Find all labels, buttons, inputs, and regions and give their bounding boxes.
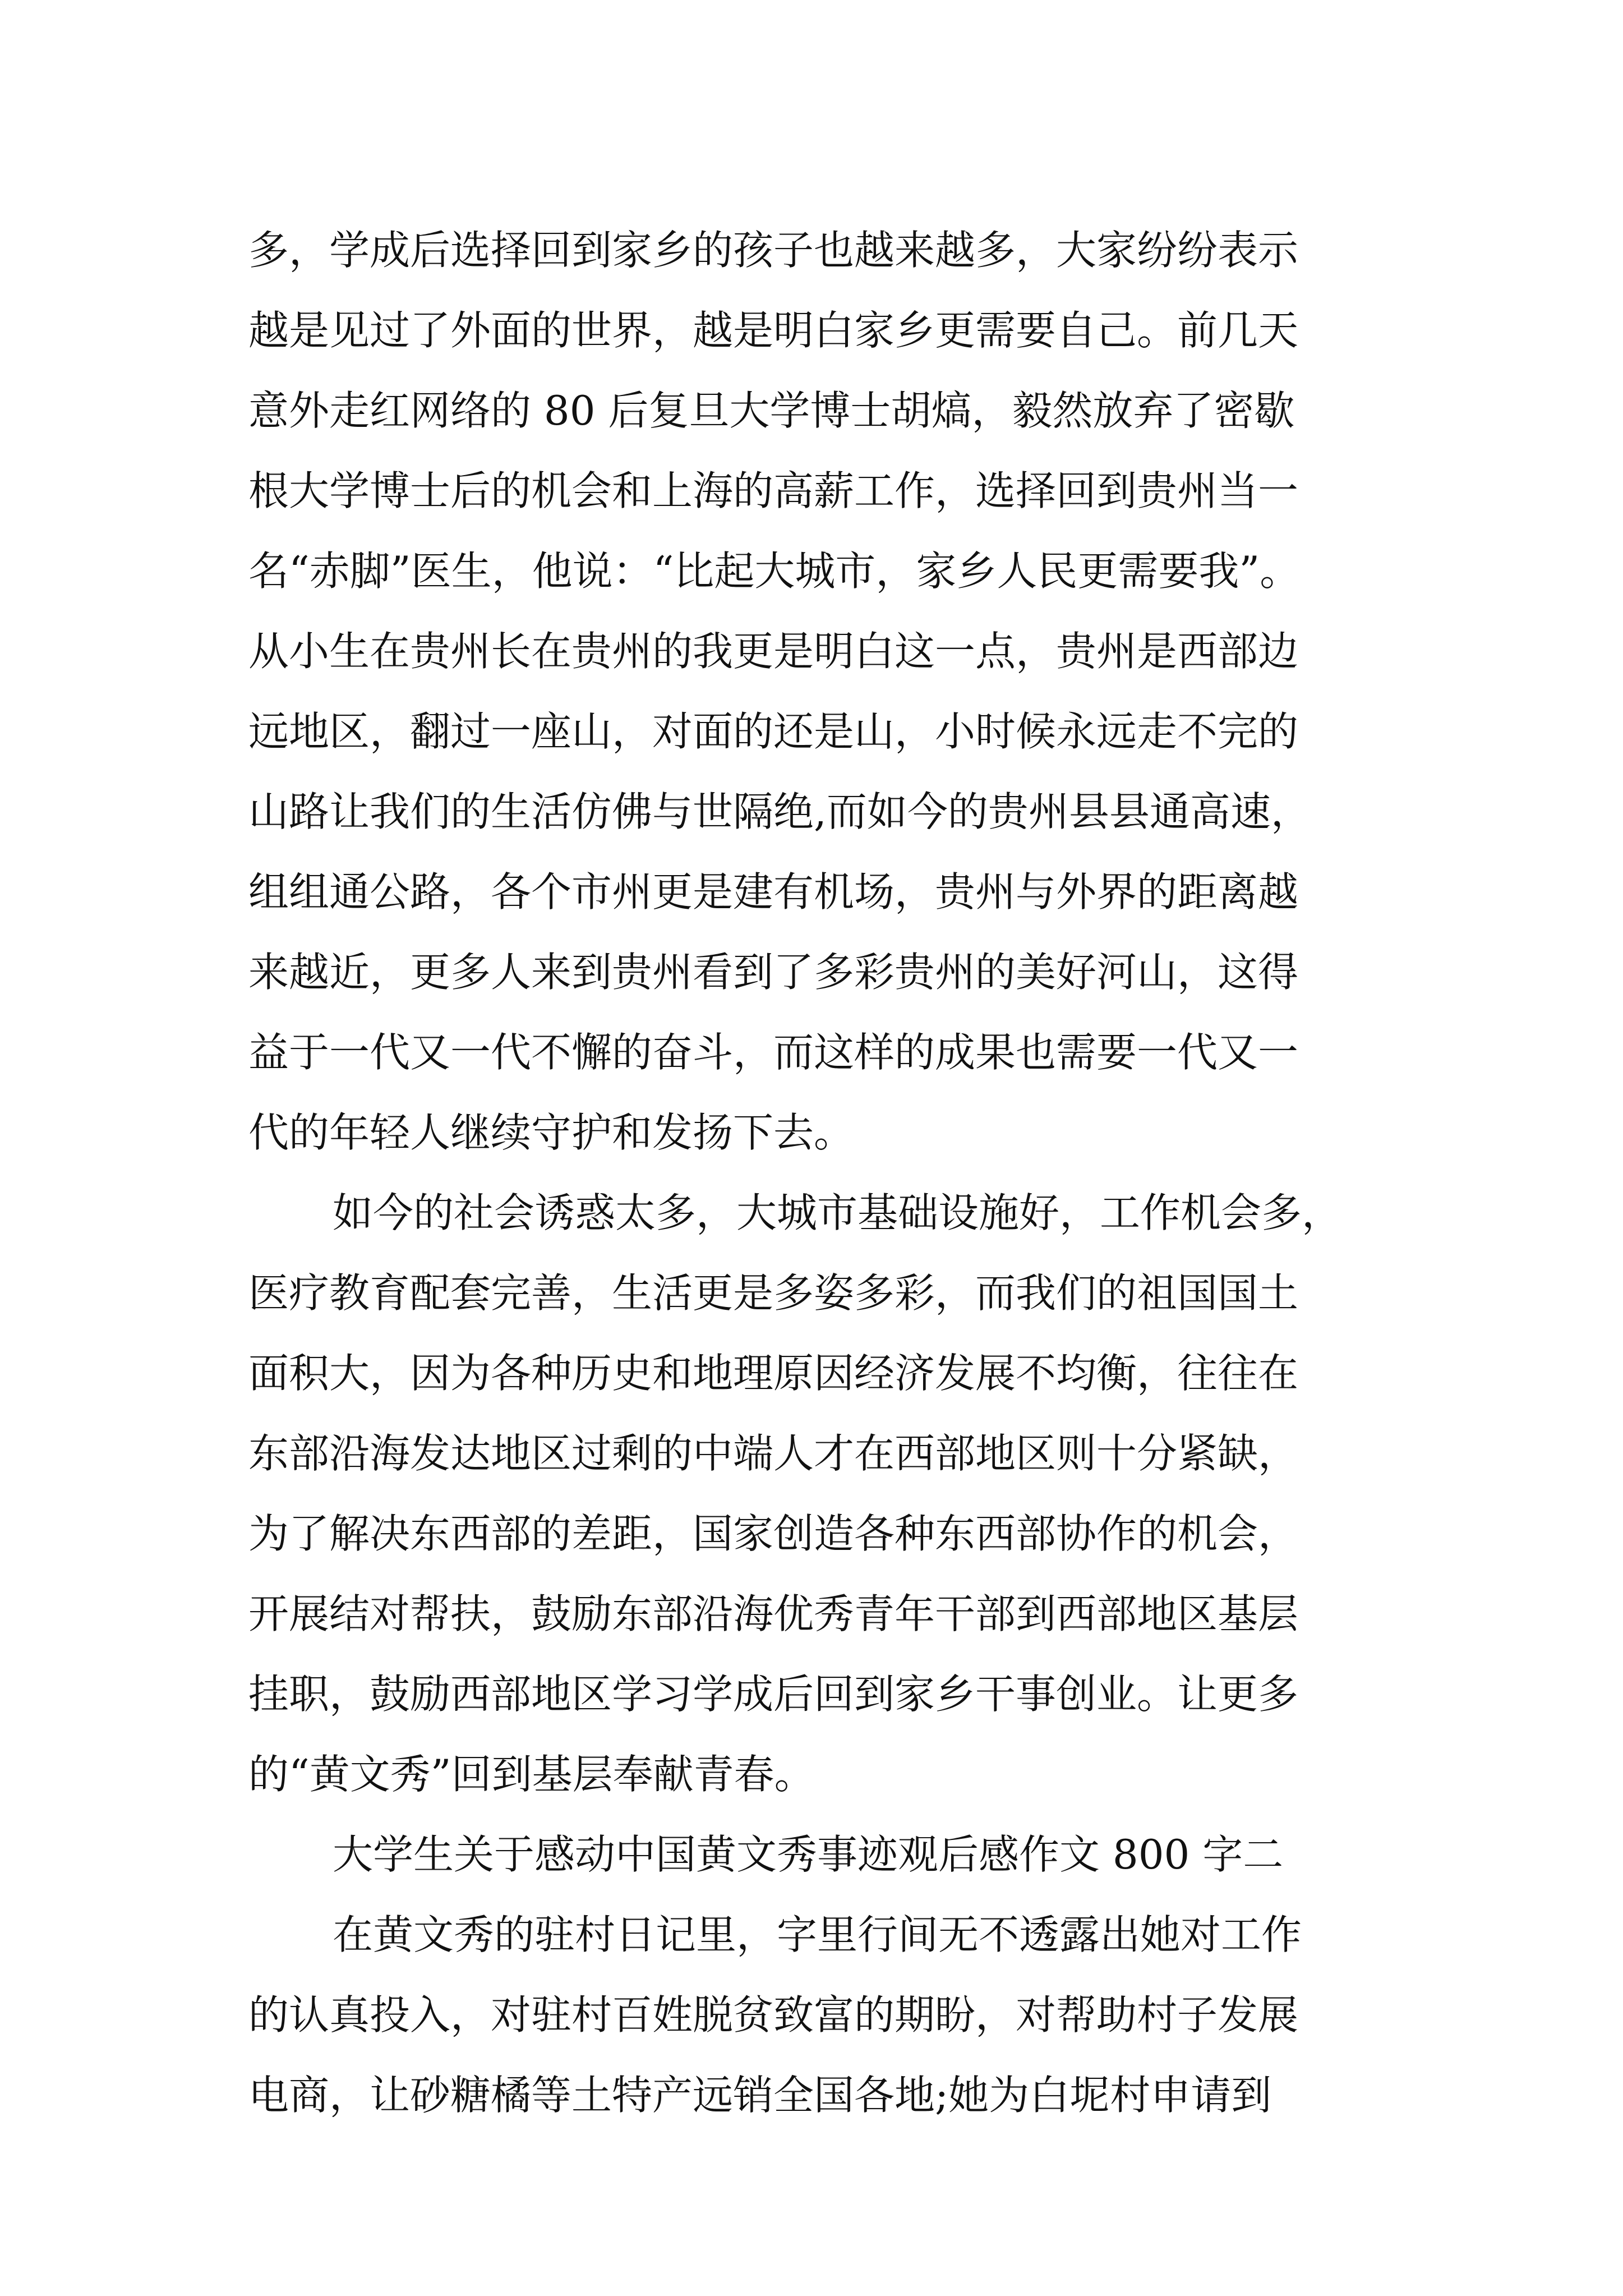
text-line-2: 越是见过了外面的世界，越是明白家乡更需要自己。前几天: [248, 307, 1299, 354]
text-line-20: 的“黄文秀”回到基层奉献青春。: [248, 1751, 815, 1798]
text-line-6: 从小生在贵州长在贵州的我更是明白这一点，贵州是西部边: [248, 628, 1299, 675]
text-line-5: 名“赤脚”医生，他说：“比起大城市，家乡人民更需要我”。: [248, 547, 1301, 595]
text-line-7: 远地区，翻过一座山，对面的还是山，小时候永远走不完的: [248, 708, 1299, 755]
text-line-3: 意外走红网络的 80 后复旦大学博士胡熇，毅然放弃了密歇: [248, 387, 1295, 434]
text-line-8: 山路让我们的生活仿佛与世隔绝,而如今的贵州县县通高速，: [248, 788, 1311, 835]
text-line-19: 挂职，鼓励西部地区学习学成后回到家乡干事创业。让更多: [248, 1671, 1299, 1718]
text-line-12: 代的年轻人继续守护和发扬下去。: [248, 1109, 855, 1156]
text-line-10: 来越近，更多人来到贵州看到了多彩贵州的美好河山，这得: [248, 949, 1299, 996]
text-line-14: 医疗教育配套完善，生活更是多姿多彩，而我们的祖国国土: [248, 1269, 1299, 1317]
body-text: [248, 210, 1482, 2136]
text-line-17: 为了解决东西部的差距，国家创造各种东西部协作的机会，: [248, 1510, 1299, 1557]
text-line-18: 开展结对帮扶，鼓励东部沿海优秀青年干部到西部地区基层: [248, 1590, 1299, 1637]
text-line-1: 多，学成后选择回到家乡的孩子也越来越多，大家纷纷表示: [248, 227, 1299, 274]
text-line-16: 东部沿海发达地区过剩的中端人才在西部地区则十分紧缺，: [248, 1430, 1299, 1477]
text-line-22: 在黄文秀的驻村日记里，字里行间无不透露出她对工作: [333, 1911, 1302, 1958]
text-line-15: 面积大，因为各种历史和地理原因经济发展不均衡，往往在: [248, 1350, 1299, 1397]
text-line-24: 电商，让砂糖橘等土特产远销全国各地;她为白坭村申请到: [248, 2072, 1272, 2119]
text-line-9: 组组通公路，各个市州更是建有机场，贵州与外界的距离越: [248, 868, 1299, 915]
text-line-13: 如今的社会诱惑太多，大城市基础设施好，工作机会多，: [333, 1189, 1343, 1236]
section-heading: 大学生关于感动中国黄文秀事迹观后感作文 800 字二: [333, 1831, 1284, 1878]
text-line-4: 根大学博士后的机会和上海的高薪工作，选择回到贵州当一: [248, 467, 1299, 514]
text-line-23: 的认真投入，对驻村百姓脱贫致富的期盼，对帮助村子发展: [248, 1991, 1299, 2039]
text-line-11: 益于一代又一代不懈的奋斗，而这样的成果也需要一代又一: [248, 1029, 1299, 1076]
